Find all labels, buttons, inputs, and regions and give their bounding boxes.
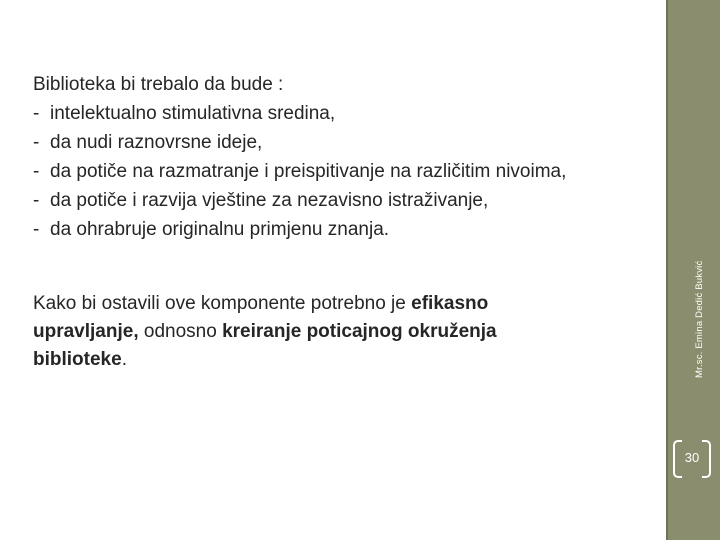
list-item: - intelektualno stimulativna sredina, xyxy=(33,99,633,128)
emphasis-text: efikasno upravljanje, xyxy=(33,293,489,342)
sidebar-divider xyxy=(666,0,668,540)
list-item: - da potiče na razmatranje i preispitivanje na različitim nivoima, xyxy=(33,157,633,186)
list-item: - da potiče i razvija vještine za nezavisno istraživanje, xyxy=(33,186,633,215)
page-number-badge xyxy=(673,440,711,476)
list-item: - da ohrabruje originalnu primjenu znanja. xyxy=(33,215,633,244)
slide-content xyxy=(33,70,633,374)
author-label: Mr.sc. Emina Dedić Bukvić xyxy=(694,260,705,378)
bullet-dash: - xyxy=(33,219,40,240)
bullet-dash: - xyxy=(33,103,40,124)
bullet-dash: - xyxy=(33,161,40,182)
emphasis-text: kreiranje poticajnog okruženja biblioteke xyxy=(33,321,497,370)
intro-text: Biblioteka bi trebalo da bude : xyxy=(33,74,284,95)
bullet-dash: - xyxy=(33,190,40,211)
page-number: 30 xyxy=(684,450,700,465)
list-item: - da nudi raznovrsne ideje, xyxy=(33,128,633,157)
bullet-dash: - xyxy=(33,132,40,153)
conclusion-paragraph: Kako bi ostavili ove komponente potrebno je efikasno upravljanje, odnosno kreiranje poticajnog okruženja biblioteke. xyxy=(33,293,497,370)
bullet-list xyxy=(33,99,633,244)
